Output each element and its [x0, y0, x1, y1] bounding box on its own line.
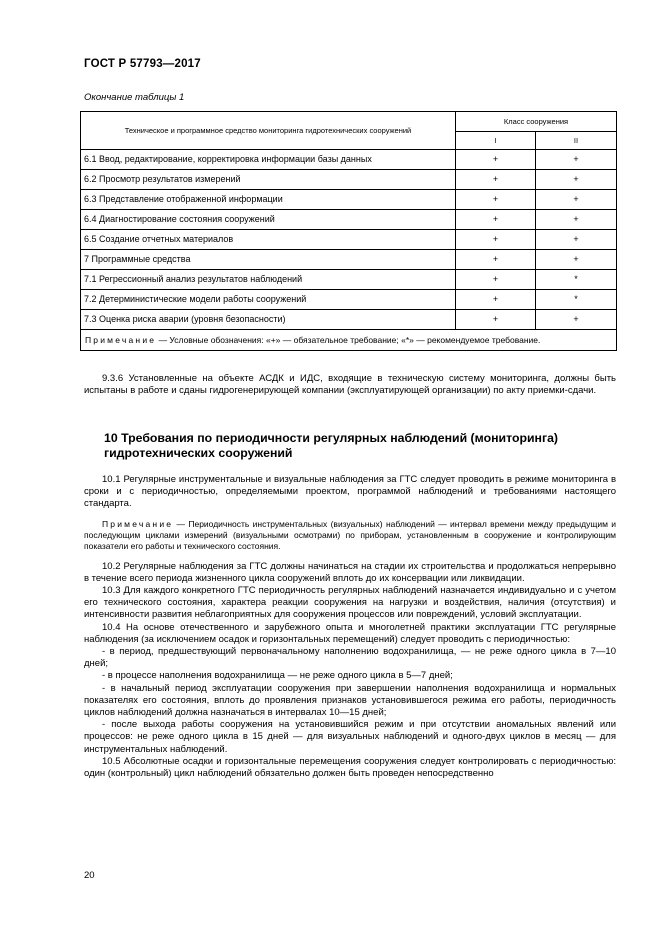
paragraph-9-3-6: 9.3.6 Установленные на объекте АСДК и ИДС, входящие в техническую систему мониторинга, должны быть испытаны в работе и сданы гидрогенерирующей компании (эксплуатирующей организации) по акту приемки-сдачи.	[84, 373, 616, 397]
note-text: — Условные обозначения: «+» — обязательное требование; «*» — рекомендуемое требование.	[156, 335, 541, 345]
table-row	[81, 290, 617, 310]
note-text: — Периодичность инструментальных (визуальных) наблюдений — интервал времени между предыдущим и последующим циклами измерений (визуальными осмотрами) по приборам, установленным в сооружение и контролирующим показатели его работы и технического состояния.	[84, 518, 616, 551]
note-label: Примечание	[102, 518, 174, 529]
row-label: 6.1 Ввод, редактирование, корректировка информации базы данных	[81, 150, 456, 170]
paragraph-10-2: 10.2 Регулярные наблюдения за ГТС должны начинаться на стадии их строительства и продолжаться непрерывно в течение всего периода жизненного цикла сооружений вплоть до их консервации или ликвидации.	[84, 560, 616, 584]
row-class-1-value: +	[456, 310, 536, 330]
note-label: Примечание	[85, 335, 157, 345]
row-class-2-value: +	[536, 230, 617, 250]
table-row	[81, 230, 617, 250]
row-class-2-value: +	[536, 190, 617, 210]
row-class-1-value: +	[456, 230, 536, 250]
paragraph-10-1: 10.1 Регулярные инструментальные и визуальные наблюдения за ГТС следует проводить в режиме мониторинга в сроки и с периодичностью, определяемыми проектом, программой наблюдений и требованиями настоящего стандарта.	[84, 474, 616, 510]
table-row	[81, 170, 617, 190]
table-row	[81, 150, 617, 170]
row-label: 6.4 Диагностирование состояния сооружений	[81, 210, 456, 230]
row-label: 6.2 Просмотр результатов измерений	[81, 170, 456, 190]
row-class-2-value: +	[536, 150, 617, 170]
page-number: 20	[84, 870, 95, 881]
table-row	[81, 270, 617, 290]
row-class-1-value: +	[456, 170, 536, 190]
table-row	[81, 190, 617, 210]
table-note-row	[81, 330, 617, 351]
row-class-2-value: *	[536, 270, 617, 290]
row-class-1-value: +	[456, 190, 536, 210]
paragraph-10-3: 10.3 Для каждого конкретного ГТС периодичность регулярных наблюдений назначается индивидуально и с учетом его технического состояния, характера реакции сооружения на нагрузки и воздействия, наличия (отсутствия) и интенсивности развития неблагоприятных для сооружения процессов или повреждений, условий эксплуатации.	[84, 585, 616, 621]
document-code-header: ГОСТ Р 57793—2017	[84, 58, 201, 70]
table-note	[81, 330, 617, 351]
list-item: - в начальный период эксплуатации сооружения при завершении наполнения водохранилища и нормальных показателях его состояния, вплоть до проявления признаков установившегося режима его работы, периодичность циклов наблюдений должна назначаться в интервалах 10—15 дней;	[84, 682, 616, 719]
paragraph-10-5: 10.5 Абсолютные осадки и горизонтальные перемещения сооружения следует контролировать с периодичностью: один (контрольный) цикл наблюдений обязательно должен быть проведен непосредственно	[84, 755, 616, 780]
row-label: 6.3 Представление отображенной информации	[81, 190, 456, 210]
row-class-1-value: +	[456, 150, 536, 170]
table-caption: Окончание таблицы 1	[84, 92, 185, 103]
section-10	[84, 431, 616, 780]
row-class-2-value: +	[536, 250, 617, 270]
table-row	[81, 210, 617, 230]
row-class-2-value: *	[536, 290, 617, 310]
row-label: 7.3 Оценка риска аварии (уровня безопасности)	[81, 310, 456, 330]
row-label: 7 Программные средства	[81, 250, 456, 270]
row-class-2-value: +	[536, 310, 617, 330]
table-header-feature: Техническое и программное средство мониторинга гидротехнических сооружений	[81, 112, 456, 150]
list-item: - после выхода работы сооружения на установившийся режим и при отсутствии аномальных явлений или процессов: не реже одного цикла в 15 дней — для визуальных наблюдений и одного-двух циклов в месяц — для инструментальных наблюдений.	[84, 719, 616, 755]
row-class-1-value: +	[456, 270, 536, 290]
table-header-class: Класс сооружения	[456, 112, 617, 132]
paragraph-10-4: 10.4 На основе отечественного и зарубежного опыта и многолетней практики эксплуатации ГТС регулярные наблюдения (за исключением осадок и горизонтальных перемещений) следует проводить с периодичностью:	[84, 621, 616, 645]
row-class-1-value: +	[456, 250, 536, 270]
list-item: - в период, предшествующий первоначальному наполнению водохранилища, — не реже одного цикла в 7—10 дней;	[84, 646, 616, 670]
row-label: 6.5 Создание отчетных материалов	[81, 230, 456, 250]
section-title: 10 Требования по периодичности регулярных наблюдений (мониторинга) гидротехнических сооружений	[104, 431, 559, 460]
table-row	[81, 310, 617, 330]
row-label: 7.1 Регрессионный анализ результатов наблюдений	[81, 270, 456, 290]
section-note	[84, 519, 616, 552]
row-class-1-value: +	[456, 290, 536, 310]
table-header-class-2: II	[536, 132, 617, 150]
paragraph-9-3-6-block	[84, 373, 616, 397]
requirements-table	[80, 111, 617, 351]
row-label: 7.2 Детерминистические модели работы сооружений	[81, 290, 456, 310]
list-item: - в процессе наполнения водохранилища — не реже одного цикла в 5—7 дней;	[102, 670, 453, 682]
table-header-class-1: I	[456, 132, 536, 150]
table-row	[81, 250, 617, 270]
row-class-2-value: +	[536, 170, 617, 190]
row-class-1-value: +	[456, 210, 536, 230]
row-class-2-value: +	[536, 210, 617, 230]
